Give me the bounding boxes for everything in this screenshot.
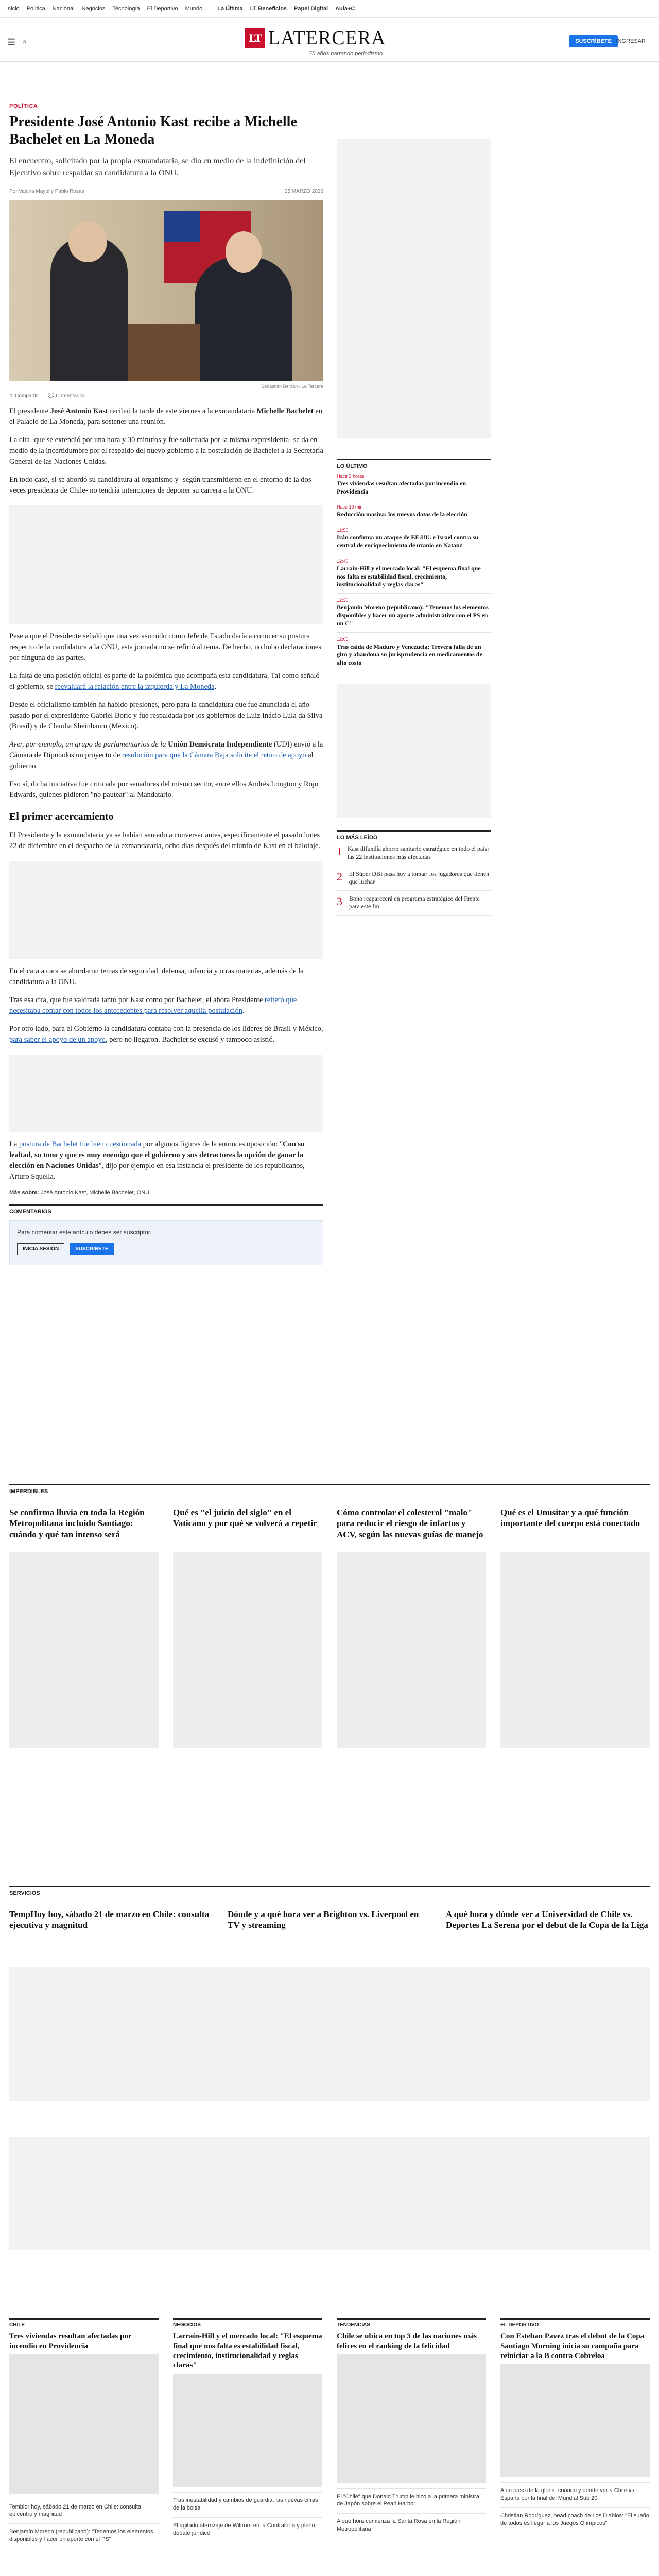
article-lead: El encuentro, solicitado por la propia exmandataria, se dio en medio de la indefinición del Ejecutivo sobre respaldar su candidatura a la ONU.: [9, 157, 306, 178]
hamburger-menu-icon[interactable]: ☰: [7, 37, 16, 47]
imperdible-card[interactable]: [9, 1502, 159, 1540]
banner-ad-slot: [9, 1967, 650, 2101]
latest-headline: Larraín-Hill y el mercado local: "El esquema final que nos falta es estabilidad fiscal, crecimiento, institucionalidad y reglas claras": [337, 564, 481, 588]
servicio-headline: A qué hora y dónde ver a Universidad de Chile vs. Deportes La Serena por el debut de la Copa de la Liga: [446, 1909, 648, 1930]
latest-title: LO ÚLTIMO: [337, 459, 491, 469]
small-headline: Temblor hoy, sábado 21 de marzo en Chile: consulta epicentro y magnitud: [9, 2503, 141, 2518]
related-label: Más sobre:: [9, 1190, 40, 1196]
imperdible-headline: Qué es "el juicio del siglo" en el Vaticano y por qué se volverá a repetir: [173, 1507, 317, 1529]
photo-flag-canton: [164, 211, 200, 242]
category-name[interactable]: EL DEPORTIVO: [500, 2318, 650, 2328]
rank-number: 1: [337, 845, 342, 858]
article-hero-photo: [9, 200, 323, 381]
category-image[interactable]: [337, 2354, 486, 2483]
latest-time: Hace 10 min.: [337, 504, 365, 510]
most-read-headline: Kast difundía ahorro sanitario estratégico en todo el país: las 22 instituciones más afectadas: [348, 845, 489, 860]
comments-subscribe-button[interactable]: SUSCRÍBETE: [70, 1243, 114, 1255]
paragraph: En el cara a cara se abordaron temas de seguridad, defensa, infancia y otras materias, además de la candidatura a la ONU.: [9, 967, 304, 986]
topnav-tecnologia[interactable]: Tecnología: [112, 5, 140, 12]
inline-link[interactable]: para saber el apoyo de un apoyo: [9, 1035, 106, 1044]
most-read-item[interactable]: [337, 841, 491, 866]
article-title: Presidente José Antonio Kast recibe a Michelle Bachelet en La Moneda: [9, 114, 297, 147]
latest-time: 12:30: [337, 597, 349, 603]
latest-list: [337, 469, 491, 671]
servicio-headline: Dónde y a qué hora ver a Brighton vs. Liverpool en TV y streaming: [228, 1909, 419, 1930]
category-small-item[interactable]: [9, 2499, 159, 2519]
category-name[interactable]: NEGOCIOS: [173, 2318, 322, 2328]
latest-headline: Irán confirma un ataque de EE.UU. e Israel contra su central de enriquecimiento de uranio en Natanz: [337, 533, 478, 549]
latest-headline: Tras caída de Maduro y Venezuela: Trevera falla de un giro y abandona su jurisprudencia en medicamentos de alto costo: [337, 642, 482, 666]
most-read-item[interactable]: [337, 891, 491, 916]
most-read-item[interactable]: [337, 866, 491, 891]
article-body: [9, 406, 323, 1183]
comments-button[interactable]: 💬 Comentarios: [48, 393, 85, 399]
comments-paywall-text: Para comentar este artículo debes ser suscriptor.: [17, 1229, 152, 1236]
category-small-item[interactable]: [173, 2492, 322, 2512]
inline-link[interactable]: reevaluará la relación entre la izquierda y La Moneda: [55, 682, 215, 691]
small-headline: El "Chile" que Donald Trump le hizo a la primera ministra de Japón sobre el Pearl Harbor: [337, 2493, 479, 2507]
sidebar-ad-slot: [337, 684, 491, 818]
subscribe-button[interactable]: SUSCRÍBETE: [569, 35, 618, 47]
imperdibles-title: IMPERDIBLES: [9, 1484, 650, 1495]
inline-link[interactable]: postura de Bachelet fue bien cuestionada: [19, 1140, 142, 1148]
topnav-nacional[interactable]: Nacional: [52, 5, 75, 12]
servicios-section: [9, 1886, 650, 2250]
paragraph: La cita -que se extendió por una hora y 30 minutos y fue solicitada por la misma expresidenta- se da en medio de la incertidumbre por el respaldo del nuevo gobierno a la postulación de Bachelet a la Secretaría General de las Naciones Unidas.: [9, 435, 323, 466]
paragraph: La falta de una posición oficial es parte de la polémica que acompaña esta candidatura. Tal como señaló el gobierno, se reevaluará la relación entre la izquierda y La Moneda.: [9, 671, 320, 691]
topnav-papel-digital[interactable]: Papel Digital: [294, 5, 328, 12]
comments-login-button[interactable]: INICIA SESIÓN: [17, 1243, 64, 1255]
topnav-beneficios[interactable]: LT Beneficios: [250, 5, 287, 12]
latest-item[interactable]: [337, 469, 491, 500]
rank-number: 3: [337, 894, 342, 908]
article-date: 25 MARZO 2026: [284, 188, 323, 194]
topnav-politica[interactable]: Política: [26, 5, 45, 12]
share-label: Compartir: [15, 393, 38, 399]
latest-item[interactable]: [337, 500, 491, 523]
banner-ad-slot: [9, 2137, 650, 2250]
logo-mark: LT: [245, 28, 265, 48]
category-column: [9, 2318, 159, 2544]
category-image[interactable]: [9, 2354, 159, 2494]
most-read-title: LO MÁS LEÍDO: [337, 830, 491, 841]
category-small-item[interactable]: [337, 2488, 486, 2509]
latest-item[interactable]: [337, 594, 491, 633]
paragraph: El presidente José Antonio Kast recibió la tarde de este viernes a la exmandataria Michelle Bachelet en el Palacio de La Moneda, para sostener una reunión.: [9, 406, 323, 426]
imperdible-card[interactable]: [337, 1502, 486, 1540]
category-small-item[interactable]: [173, 2517, 322, 2537]
article-section-kicker[interactable]: POLÍTICA: [9, 103, 38, 109]
site-logo[interactable]: [245, 27, 386, 49]
latest-headline: Reducción masiva: los nuevos datos de la elección: [337, 511, 467, 518]
paragraph: En todo caso, si se abordó su candidatura al organismo y -según transmitieron en el entorno de la dos veces presidenta de Chile- no tendría intenciones de deponer su carrera a la ONU.: [9, 475, 311, 495]
imperdible-image: [500, 1552, 650, 1748]
category-name[interactable]: TENDENCIAS: [337, 2318, 486, 2328]
comments-label: Comentarios: [56, 393, 85, 399]
related-tag-links[interactable]: José Antonio Kast, Michelle Bachelet, ONU: [41, 1190, 150, 1196]
article: [9, 103, 323, 1265]
servicio-card[interactable]: [446, 1904, 650, 1931]
imperdible-headline: Se confirma lluvia en toda la Región Metropolitana incluido Santiago: cuándo y qué tan intenso será: [9, 1507, 145, 1539]
share-bar: [9, 393, 323, 399]
imperdible-headline: Qué es el Unusitar y a qué función importante del cuerpo está conectado: [500, 1507, 640, 1529]
paragraph: Pese a que el Presidente señaló que una vez asumido como Jefe de Estado daría a conocer su postura respecto de la candidatura a la ONU, esta jornada no se refirió al tema. De hecho, no hubo declaraciones por ninguna de las partes.: [9, 632, 321, 662]
latest-item[interactable]: [337, 523, 491, 554]
servicios-title: SERVICIOS: [9, 1886, 650, 1896]
photo-table: [128, 324, 200, 381]
small-headline: Tras inestabilidad y cambios de guardia, las nuevas cifras de la bolsa: [173, 2497, 318, 2511]
latest-headline: Benjamín Moreno (republicano): "Tenemos los elementos disponibles y hacer un aporte administrativo con el PS en un C": [337, 603, 489, 627]
rank-number: 2: [337, 870, 342, 883]
imperdibles-section: [9, 1484, 650, 1748]
inline-link[interactable]: reiteró que necesitaba contar con todos los antecedentes para resolver aquella postulación: [9, 995, 297, 1015]
category-image[interactable]: [500, 2364, 650, 2477]
paragraph: El Presidente y la exmandataria ya se habían sentado a conversar antes, específicamente el pasado lunes 22 de diciembre en el despacho de la exmandataria, ocho días después del triunfo de Kast en el balotaje.: [9, 831, 320, 850]
paragraph: La postura de Bachelet fue bien cuestionada por algunos figuras de la entonces oposición: "Con su lealtad, su tono y que es muy enemigo que el gobierno y sus detractores la opción de ganar la elección en Naciones Unidas", dijo por ejemplo en esa instancia el presidente de los republicanos, Arturo Squella.: [9, 1140, 305, 1181]
category-small-item[interactable]: [500, 2482, 650, 2502]
paragraph: Desde el oficialismo también ha habido presiones, pero para la candidatura que fue anunciada el año pasado por el expresidente Gabriel Boric y fue respaldada por los gobiernos de Luiz Inácio Lula da Silva (Brasil) y de Claudia Sheinbaum (México).: [9, 700, 323, 731]
most-read-headline: El Súper DBI pasa hoy a tomar: los jugadores que tienen que luchar: [349, 870, 490, 886]
imperdible-headline: Cómo controlar el colesterol "malo" para reducir el riesgo de infartos y ACV, según las nuevas guías de manejo: [337, 1507, 483, 1539]
comments-title: COMENTARIOS: [9, 1209, 51, 1215]
logo-tagline: 75 años narrando periodismo: [309, 50, 383, 57]
small-headline: A qué hora comienza la Santa Rosa en la Región Metropolitana: [337, 2518, 461, 2533]
latest-item[interactable]: [337, 554, 491, 594]
top-nav-bar: [0, 0, 659, 18]
photo-person-right: [195, 257, 292, 381]
logo-wordmark: LATERCERA: [268, 27, 386, 49]
divider: [9, 1204, 323, 1206]
share-button[interactable]: ⇪ Compartir: [9, 393, 38, 399]
inline-ad-slot: [9, 505, 323, 624]
latest-time: 12:05: [337, 636, 349, 642]
paragraph: Por otro lado, para el Gobierno la candidatura contaba con la presencia de los líderes de Brasil y México, para saber el apoyo de un apoyo, pero no llegaron. Bachelet se excusó y tampoco asistió.: [9, 1024, 323, 1044]
login-link[interactable]: INGRESAR: [616, 38, 646, 44]
category-headline[interactable]: Chile se ubica en top 3 de las naciones más felices en el ranking de la felicidad: [337, 2332, 477, 2350]
topnav-deportivo[interactable]: El Deportivo: [147, 5, 178, 12]
imperdible-image: [9, 1552, 159, 1748]
category-headline[interactable]: Tres viviendas resultan afectadas por incendio en Providencia: [9, 2332, 132, 2350]
paragraph: Eso sí, dicha iniciativa fue criticada por senadores del mismo sector, entre ellos Andrés Longton y Rojo Edwards, quienes pidieron "no pautear" al Mandatario.: [9, 779, 319, 799]
paragraph: Ayer, por ejemplo, un grupo de parlamentarios de la Unión Demócrata Independiente (UDI) envió a la Cámara de Diputados un proyecto de resolución para que la Cámara Baja solicite el retiro de apoyo al gobierno.: [9, 740, 323, 770]
section-subheading: El primer acercamiento: [9, 810, 114, 822]
photo-person-right-head: [226, 231, 262, 273]
imperdible-card[interactable]: [173, 1502, 322, 1540]
category-small-item[interactable]: [500, 2507, 650, 2528]
topnav-inicio[interactable]: Inicio: [6, 5, 20, 12]
latest-item[interactable]: [337, 633, 491, 672]
category-headline[interactable]: Larraín-Hill y el mercado local: "El esquema final que nos falta es estabilidad fiscal, crecimiento, institucionalidad y reglas claras": [173, 2332, 322, 2370]
inline-ad-slot: [9, 1055, 323, 1132]
latest-time: Hace 3 horas: [337, 473, 365, 479]
category-column: [173, 2318, 322, 2544]
article-byline: [9, 189, 323, 194]
site-header: [0, 18, 659, 62]
latest-time: 12:40: [337, 558, 349, 564]
sidebar-ad-slot: [337, 139, 491, 438]
small-headline: El agitado aterrizaje de Wiltrom en la Contraloría y pleno debate jurídico: [173, 2522, 315, 2536]
small-headline: Benjamín Moreno (republicano): "Tenemos los elementos disponibles y hacer un aporte con el PS": [9, 2529, 153, 2543]
category-image[interactable]: [173, 2374, 322, 2487]
category-name[interactable]: CHILE: [9, 2318, 159, 2328]
servicio-card[interactable]: [228, 1904, 431, 1931]
comments-paywall: [9, 1220, 323, 1265]
small-headline: A un paso de la gloria: cuándo y dónde ver a Chile vs. España por la final del Mundial Sub 20: [500, 2487, 636, 2502]
related-tags: [9, 1190, 323, 1196]
inline-link[interactable]: resolución para que la Cámara Baja solicite el retiro de apoyo: [122, 751, 306, 759]
sidebar: [337, 103, 491, 916]
imperdible-image: [337, 1552, 486, 1748]
most-read-headline: Bono reaparecerá en programa estratégico del Frente para este fin: [349, 894, 480, 910]
article-authors[interactable]: Por Valeria Mayol y Pablo Rosas: [9, 188, 84, 194]
small-headline: Christian Rodríguez, head coach de Los Diablos: "El sueño de todos es llegar a los Juegos Olímpicos": [500, 2512, 649, 2527]
topnav-negocios[interactable]: Negocios: [81, 5, 106, 12]
inline-ad-slot: [9, 861, 323, 959]
servicio-card[interactable]: [9, 1904, 213, 1931]
latest-headline: Tres viviendas resultan afectadas por incendio en Providencia: [337, 480, 466, 495]
topnav-la-ultima[interactable]: La Última: [217, 5, 243, 12]
imperdible-image: [173, 1552, 322, 1748]
paragraph: Tras esa cita, que fue valorada tanto por Kast como por Bachelet, el ahora Presidente reiteró que necesitaba contar con todos los antecedentes para resolver aquella postulación.: [9, 995, 297, 1015]
category-column: [337, 2318, 486, 2544]
category-small-item[interactable]: [337, 2513, 486, 2533]
imperdible-card[interactable]: [500, 1502, 650, 1540]
photo-person-left-head: [68, 221, 107, 262]
topnav-mundo[interactable]: Mundo: [185, 5, 203, 12]
latest-time: 12:55: [337, 527, 349, 533]
category-small-item[interactable]: [9, 2523, 159, 2544]
photo-caption: Sebastián Beltrán / La Tercera: [261, 383, 323, 389]
servicio-headline: TempHoy hoy, sábado 21 de marzo en Chile: consulta ejecutiva y magnitud: [9, 1909, 210, 1930]
category-column: [500, 2318, 650, 2544]
category-headline[interactable]: Con Esteban Pavez tras el debut de la Copa Santiago Morning inicia su campaña para reiniciar a la B contra Cobreloa: [500, 2332, 645, 2360]
category-row: [9, 2318, 650, 2544]
search-icon[interactable]: ⌕: [23, 37, 27, 45]
topnav-aula[interactable]: Aula+C: [335, 5, 355, 12]
